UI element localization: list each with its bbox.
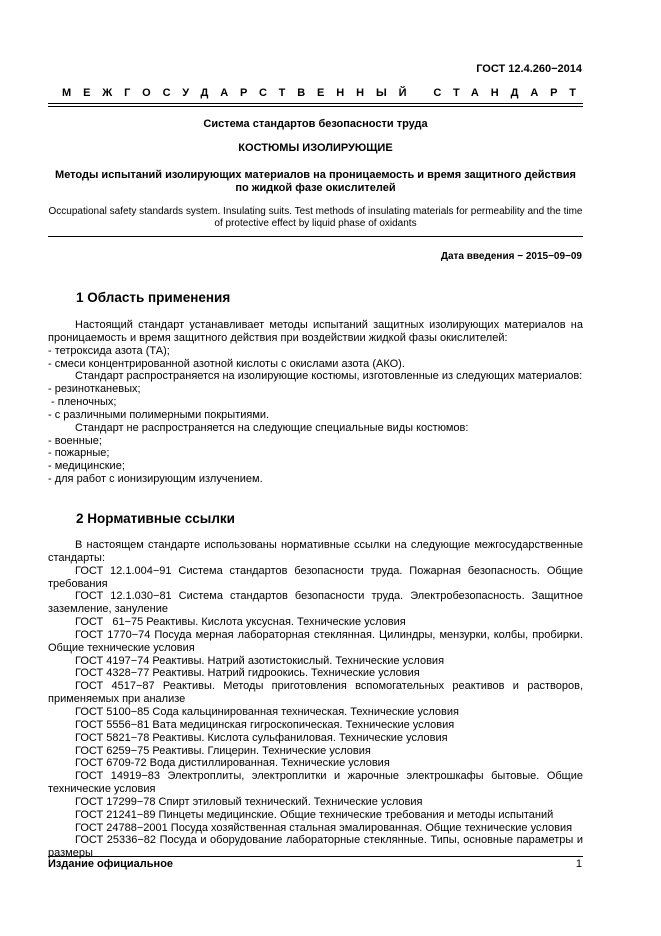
system-title: Система стандартов безопасности труда [203,118,428,130]
section-2-heading: 2 Нормативные ссылки [76,511,235,526]
list-item: - военные; [48,434,102,447]
main-title: КОСТЮМЫ ИЗОЛИРУЮЩИЕ [238,142,393,154]
list-item: - пожарные; [48,447,110,460]
section-1-body [48,319,583,486]
section-2-body [48,539,583,860]
english-title: Occupational safety standards system. Insulating suits. Test methods of insulating materials for permeability and the time of protective effect by liquid phase of oxidants [48,206,583,229]
reference-item: ГОСТ 25336−82 Посуда и оборудование лабораторные стеклянные. Типы, основные параметры и размеры [48,834,583,860]
paragraph: Стандарт не распространяется на следующие специальные виды костюмов: [75,421,469,434]
paragraph: Стандарт распространяется на изолирующие костюмы, изготовленные из следующих материалов: [75,370,583,383]
introduction-date: Дата введения − 2015−09−09 [440,251,582,262]
list-item: - резинотканевых; [48,383,141,396]
list-item: - пленочных; [48,396,117,409]
list-item: - смеси концентрированной азотной кислоты с окислами азота (АКО). [48,357,405,370]
footer-rule [48,856,583,857]
header-rule-bottom [48,106,583,107]
reference-item: ГОСТ 24788−2001 Посуда хозяйственная стальная эмалированная. Общие технические условия [75,821,573,834]
reference-item: ГОСТ 12.1.004−91 Система стандартов безопасности труда. Пожарная безопасность. Общие требования [48,564,583,590]
list-item: - тетроксида азота (ТА); [48,344,170,357]
reference-item: ГОСТ 14919−83 Электроплиты, электроплитки и жарочные электрошкафы бытовые. Общие технические условия [48,770,583,796]
reference-item: ГОСТ 6709-72 Вода дистиллированная. Технические условия [75,757,390,770]
reference-item: ГОСТ 1770−74 Посуда мерная лабораторная стеклянная. Цилиндры, мензурки, колбы, пробирки. Общие технические условия [48,628,583,654]
reference-item: ГОСТ 21241−89 Пинцеты медицинские. Общие технические требования и методы испытаний [75,808,554,821]
page-number: 1 [575,858,582,870]
reference-item: ГОСТ 5100−85 Сода кальцинированная техническая. Технические условия [75,705,459,718]
reference-item: ГОСТ 4197−74 Реактивы. Натрий азотистокислый. Технические условия [75,654,445,667]
reference-item: ГОСТ 6259−75 Реактивы. Глицерин. Технические условия [75,744,371,757]
reference-item: ГОСТ 61−75 Реактивы. Кислота уксусная. Технические условия [75,616,406,629]
reference-item: ГОСТ 5821−78 Реактивы. Кислота сульфаниловая. Технические условия [75,731,448,744]
subtitle: Методы испытаний изолирующих материалов на проницаемость и время защитного действия по жидкой фазе окислителей [55,169,576,194]
paragraph: В настоящем стандарте использованы нормативные ссылки на следующие межгосударственные стандарты: [48,539,583,564]
reference-item: ГОСТ 4517−87 Реактивы. Методы приготовления вспомогательных реактивов и растворов, применяемых при анализе [48,680,583,706]
reference-item: ГОСТ 4328−77 Реактивы. Натрий гидроокись. Технические условия [75,667,420,680]
list-item: - с различными полимерными покрытиями. [48,408,270,421]
header-rule-top [48,103,583,104]
official-edition-label: Издание официальное [48,858,174,870]
section-1-heading: 1 Область применения [76,290,231,305]
paragraph: Настоящий стандарт устанавливает методы испытаний защитных изолирующих материалов на проницаемость и время защитного действия при воздействии жидкой фазы окислителей: [48,319,583,344]
document-code: ГОСТ 12.4.260−2014 [476,63,582,75]
reference-item: ГОСТ 12.1.030−81 Система стандартов безопасности труда. Электробезопасность. Защитное заземление, зануление [48,590,583,616]
reference-item: ГОСТ 17299−78 Спирт этиловый технический. Технические условия [75,795,423,808]
list-item: - медицинские; [48,460,125,473]
list-item: - для работ с ионизирующим излучением. [48,473,263,486]
interstate-standard-banner: МЕЖГОСУДАРСТВЕННЫЙ СТАНДАРТ [62,87,588,99]
title-rule [48,236,583,237]
reference-item: ГОСТ 5556−81 Вата медицинская гигроскопическая. Технические условия [75,718,455,731]
